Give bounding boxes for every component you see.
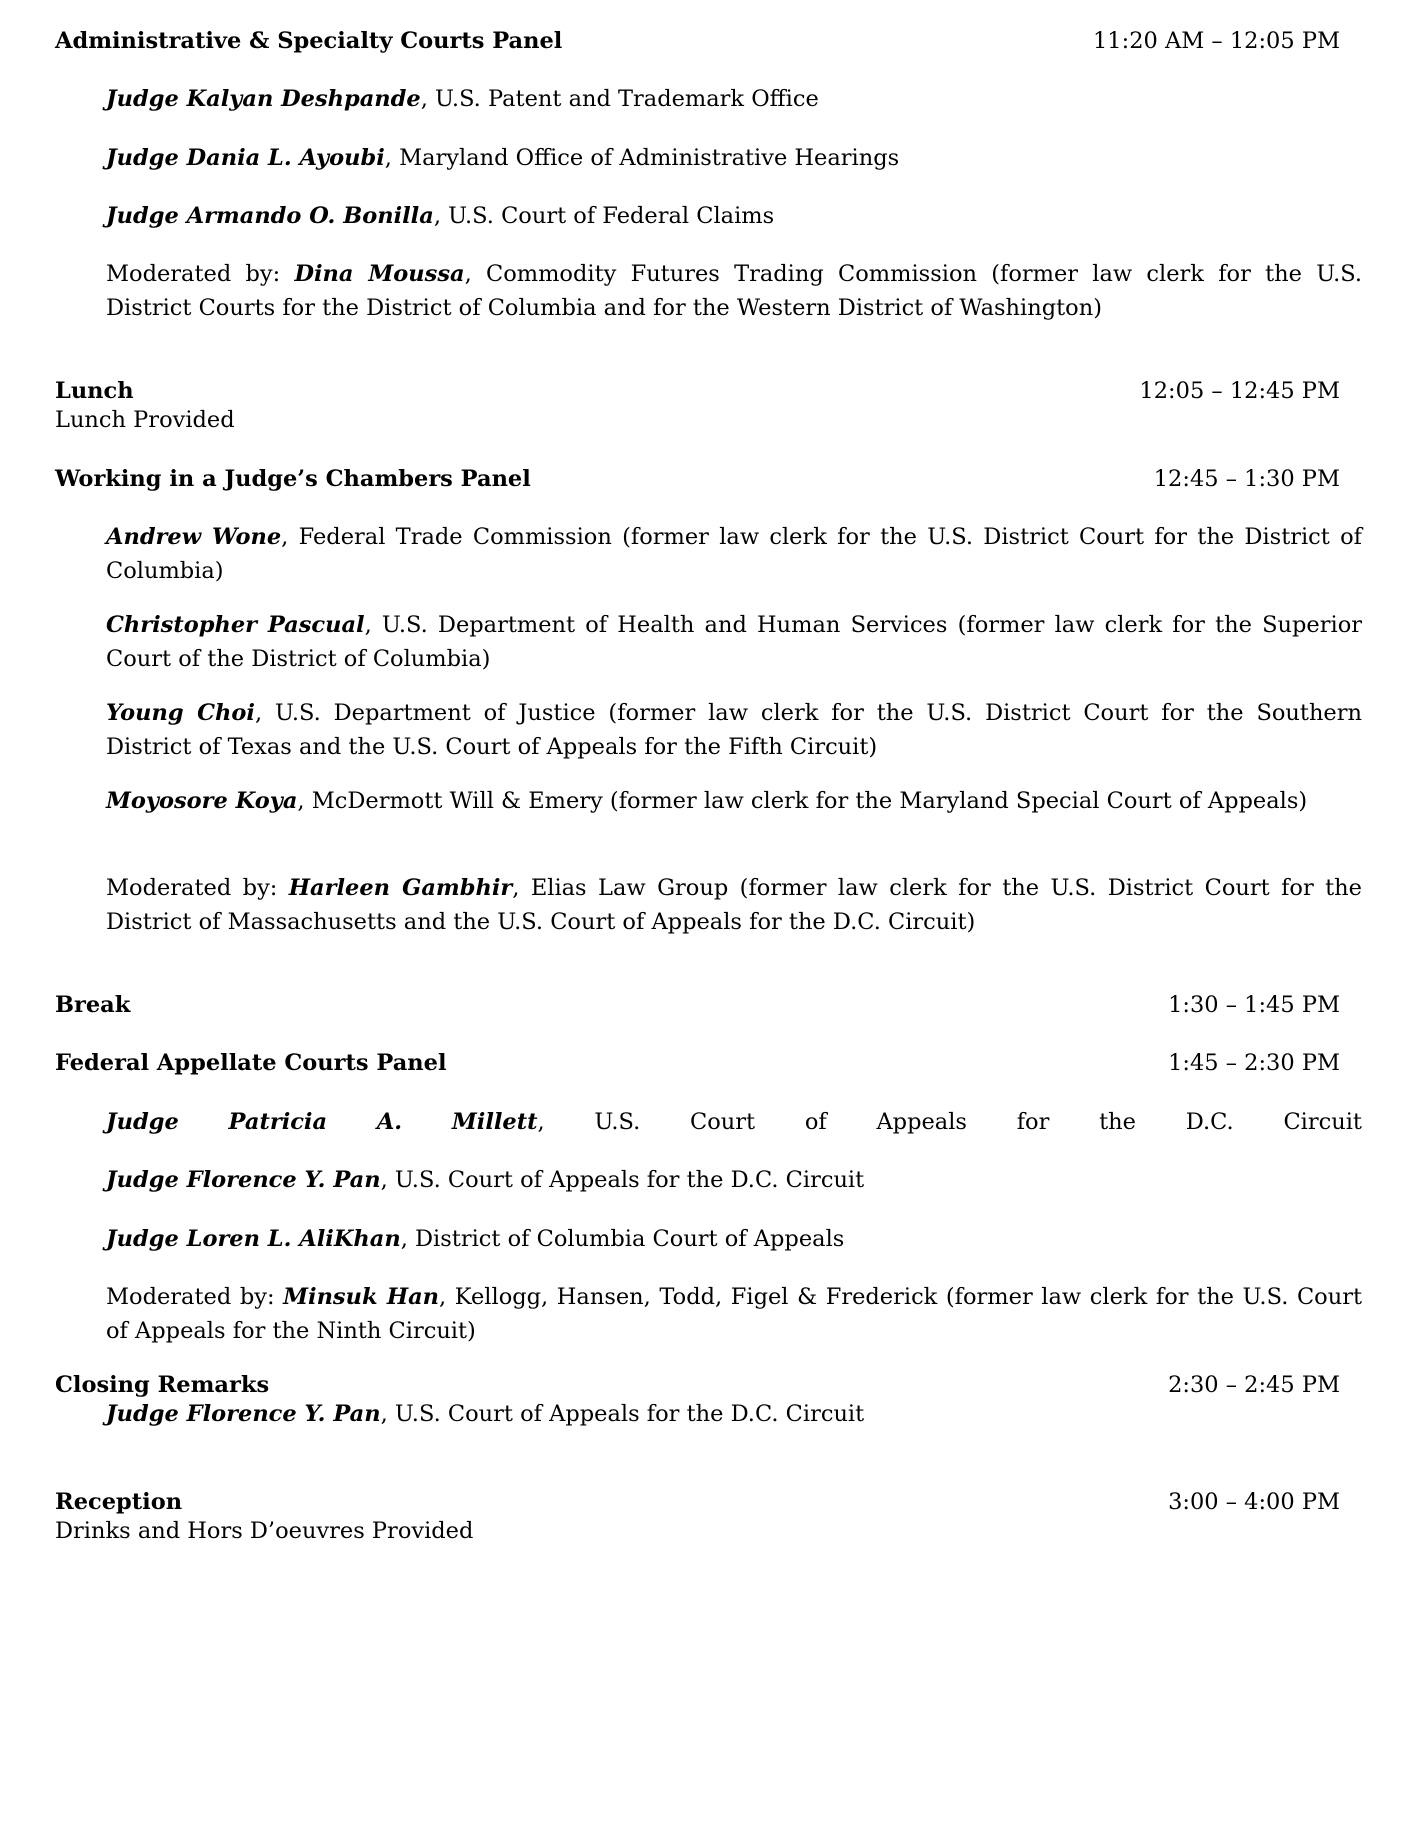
moderator-entry — [106, 871, 1362, 939]
speaker-affiliation: , McDermott Will & Emery (former law clerk for the Maryland Special Court of Appeals) — [297, 788, 1308, 814]
section-title-appellate: Federal Appellate Courts Panel — [55, 1050, 447, 1076]
speaker-affiliation: , U.S. Court of Federal Claims — [433, 203, 775, 229]
moderator-name: Minsuk Han — [283, 1284, 440, 1310]
speaker-affiliation-word: Appeals — [876, 1109, 967, 1135]
moderator-prefix: Moderated by: — [106, 1284, 284, 1310]
speaker-entry — [106, 520, 1362, 588]
moderator-prefix: Moderated by: — [106, 875, 289, 901]
speaker-name: Moyosore Koya — [106, 788, 298, 814]
speaker-name: Christopher Pascual — [106, 612, 365, 638]
section-time-admin: 11:20 AM – 12:05 PM — [1092, 28, 1340, 54]
moderator-entry — [106, 1280, 1362, 1348]
speaker-affiliation: , U.S. Patent and Trademark Office — [420, 86, 819, 112]
speaker-affiliation: , U.S. Department of Health and Human Services (former law clerk for the Superior Court of the District of Columbia) — [106, 612, 1363, 672]
speaker-entry — [106, 1105, 1362, 1139]
speaker-name: Judge Kalyan Deshpande — [106, 86, 421, 112]
section-title-break: Break — [55, 992, 131, 1018]
moderator-affiliation: , Commodity Futures Trading Commission (former law clerk for the U.S. District Courts for the District of Columbia and for the Western District of Washington) — [106, 261, 1363, 321]
speaker-affiliation-word: the — [1099, 1109, 1136, 1135]
speaker-affiliation-word: , — [537, 1109, 545, 1135]
speaker-name: Judge Loren L. AliKhan — [106, 1226, 401, 1252]
section-subtitle-lunch: Lunch Provided — [55, 407, 235, 433]
speaker-affiliation: , Maryland Office of Administrative Hearings — [384, 145, 900, 171]
speaker-affiliation: , U.S. Court of Appeals for the D.C. Circuit — [380, 1167, 865, 1193]
speaker-name-last — [452, 1105, 545, 1139]
section-time-lunch: 12:05 – 12:45 PM — [1139, 378, 1340, 404]
section-time-appellate: 1:45 – 2:30 PM — [1168, 1050, 1340, 1076]
section-title-lunch: Lunch — [55, 378, 134, 404]
speaker-name: Judge Armando O. Bonilla — [106, 203, 434, 229]
speaker-name-word: Judge — [106, 1109, 179, 1135]
section-time-chambers: 12:45 – 1:30 PM — [1153, 466, 1340, 492]
moderator-name: Dina Moussa — [294, 261, 465, 287]
speaker-affiliation: , U.S. Court of Appeals for the D.C. Circuit — [380, 1401, 865, 1427]
speaker-entry — [106, 199, 774, 233]
speaker-name: Judge Florence Y. Pan — [106, 1401, 381, 1427]
moderator-prefix: Moderated by: — [106, 261, 295, 287]
speaker-name: Judge Dania L. Ayoubi — [106, 145, 385, 171]
speaker-name-word: A. — [376, 1109, 403, 1135]
speaker-affiliation-word: for — [1016, 1109, 1050, 1135]
speaker-entry — [106, 696, 1362, 764]
speaker-affiliation: , District of Columbia Court of Appeals — [400, 1226, 845, 1252]
speaker-name: Judge Florence Y. Pan — [106, 1167, 381, 1193]
speaker-entry — [106, 82, 819, 116]
speaker-name: Young Choi — [106, 700, 255, 726]
speaker-name-word: Patricia — [228, 1109, 328, 1135]
speaker-entry — [106, 608, 1362, 676]
section-time-break: 1:30 – 1:45 PM — [1168, 992, 1340, 1018]
section-subtitle-reception: Drinks and Hors D’oeuvres Provided — [55, 1518, 474, 1544]
speaker-entry — [106, 784, 1362, 818]
moderator-affiliation: , Elias Law Group (former law clerk for the U.S. District Court for the District of Massachusetts and the U.S. Court of Appeals for the D.C. Circuit) — [106, 875, 1362, 935]
speaker-affiliation-word: Circuit — [1283, 1109, 1362, 1135]
moderator-name: Harleen Gambhir — [288, 875, 513, 901]
speaker-affiliation: , Federal Trade Commission (former law clerk for the U.S. District Court for the District of Columbia) — [106, 524, 1362, 584]
speaker-affiliation-word: U.S. — [594, 1109, 641, 1135]
speaker-affiliation-word: D.C. — [1185, 1109, 1234, 1135]
section-title-closing: Closing Remarks — [55, 1372, 270, 1398]
section-time-reception: 3:00 – 4:00 PM — [1168, 1489, 1340, 1515]
section-time-closing: 2:30 – 2:45 PM — [1168, 1372, 1340, 1398]
section-title-reception: Reception — [55, 1489, 183, 1515]
speaker-name-word: Millett — [451, 1109, 538, 1135]
speaker-name: Andrew Wone — [106, 524, 282, 550]
speaker-entry — [106, 141, 899, 175]
moderator-entry — [106, 257, 1362, 325]
speaker-entry — [106, 1222, 844, 1256]
speaker-affiliation-word: Court — [690, 1109, 756, 1135]
moderator-affiliation: , Kellogg, Hansen, Todd, Figel & Frederick (former law clerk for the U.S. Court of Appeals for the Ninth Circuit) — [106, 1284, 1362, 1344]
section-title-chambers: Working in a Judge’s Chambers Panel — [55, 466, 531, 492]
speaker-affiliation: , U.S. Department of Justice (former law clerk for the U.S. District Court for the Southern District of Texas and the U.S. Court of Appeals for the Fifth Circuit) — [106, 700, 1362, 760]
speaker-affiliation-word: of — [804, 1109, 827, 1135]
speaker-entry — [106, 1397, 864, 1431]
speaker-entry — [106, 1163, 864, 1197]
section-title-admin: Administrative & Specialty Courts Panel — [55, 28, 563, 54]
